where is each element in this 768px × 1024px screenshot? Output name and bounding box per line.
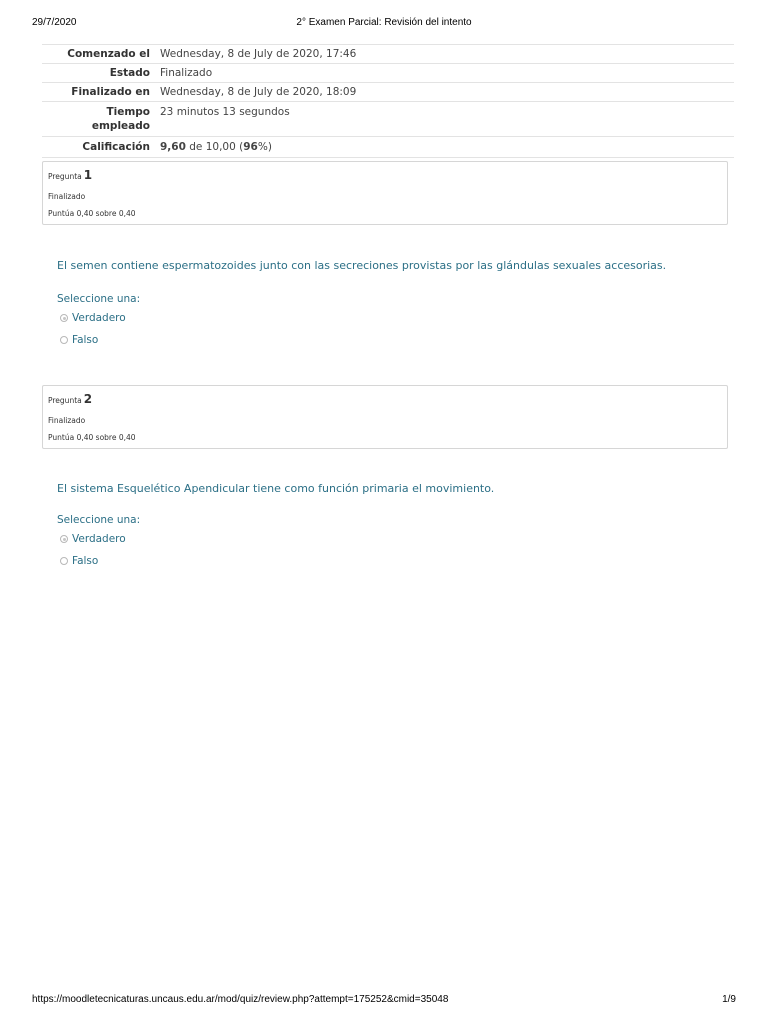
question-1-info bbox=[42, 161, 728, 225]
option-label: Falso bbox=[72, 334, 99, 346]
question-2-option-verdadero[interactable] bbox=[60, 533, 126, 547]
grade-percent: 96 bbox=[243, 141, 258, 153]
question-number bbox=[48, 392, 92, 406]
grade-end: %) bbox=[257, 141, 272, 153]
summary-row-completed bbox=[42, 83, 734, 102]
print-url: https://moodletecnicaturas.uncaus.edu.ar/mod/quiz/review.php?attempt=175252&cmid=35048 bbox=[32, 994, 449, 1005]
time-label-line1: Tiempo bbox=[106, 106, 150, 118]
radio-unchecked-icon[interactable] bbox=[60, 336, 68, 344]
completed-label: Finalizado en bbox=[42, 83, 156, 102]
summary-row-state bbox=[42, 64, 734, 83]
question-1-text: El semen contiene espermatozoides junto con las secreciones provistas por las glándulas sexuales accesorias. bbox=[57, 259, 667, 272]
question-number bbox=[48, 168, 92, 182]
summary-row-started bbox=[42, 45, 734, 64]
time-label-line2: empleado bbox=[91, 120, 150, 132]
print-page-title: 2° Examen Parcial: Revisión del intento bbox=[296, 17, 472, 28]
time-label bbox=[42, 102, 156, 137]
option-label: Falso bbox=[72, 555, 99, 567]
question-1-option-verdadero[interactable] bbox=[60, 312, 126, 326]
state-value: Finalizado bbox=[156, 64, 734, 83]
question-1-option-falso[interactable] bbox=[60, 334, 98, 348]
print-header bbox=[32, 17, 736, 33]
option-label: Verdadero bbox=[72, 312, 126, 324]
grade-mid: de 10,00 ( bbox=[185, 141, 244, 153]
question-2-text: El sistema Esquelético Apendicular tiene como función primaria el movimiento. bbox=[57, 482, 495, 495]
question-2-prompt: Seleccione una: bbox=[57, 514, 141, 526]
question-state: Finalizado bbox=[48, 192, 86, 201]
print-footer bbox=[32, 994, 736, 1008]
question-num: 1 bbox=[83, 168, 93, 182]
state-label: Estado bbox=[42, 64, 156, 83]
question-label: Pregunta bbox=[48, 172, 82, 181]
started-value: Wednesday, 8 de July de 2020, 17:46 bbox=[156, 45, 734, 64]
time-value: 23 minutos 13 segundos bbox=[156, 102, 734, 137]
question-state: Finalizado bbox=[48, 416, 86, 425]
option-label: Verdadero bbox=[72, 533, 126, 545]
print-page-number: 1/9 bbox=[722, 994, 736, 1005]
question-num: 2 bbox=[83, 392, 93, 406]
question-1-prompt: Seleccione una: bbox=[57, 293, 141, 305]
completed-value: Wednesday, 8 de July de 2020, 18:09 bbox=[156, 83, 734, 102]
summary-row-grade bbox=[42, 137, 734, 158]
radio-unchecked-icon[interactable] bbox=[60, 557, 68, 565]
question-grade: Puntúa 0,40 sobre 0,40 bbox=[48, 209, 136, 218]
summary-row-time bbox=[42, 102, 734, 137]
attempt-summary-table bbox=[42, 44, 734, 158]
print-date: 29/7/2020 bbox=[32, 17, 77, 28]
grade-value bbox=[156, 137, 734, 158]
radio-checked-icon[interactable] bbox=[60, 535, 68, 543]
grade-score: 9,60 bbox=[160, 141, 186, 153]
question-label: Pregunta bbox=[48, 396, 82, 405]
question-2-option-falso[interactable] bbox=[60, 555, 98, 569]
started-label: Comenzado el bbox=[42, 45, 156, 64]
radio-checked-icon[interactable] bbox=[60, 314, 68, 322]
question-2-info bbox=[42, 385, 728, 449]
question-grade: Puntúa 0,40 sobre 0,40 bbox=[48, 433, 136, 442]
grade-label: Calificación bbox=[42, 137, 156, 158]
